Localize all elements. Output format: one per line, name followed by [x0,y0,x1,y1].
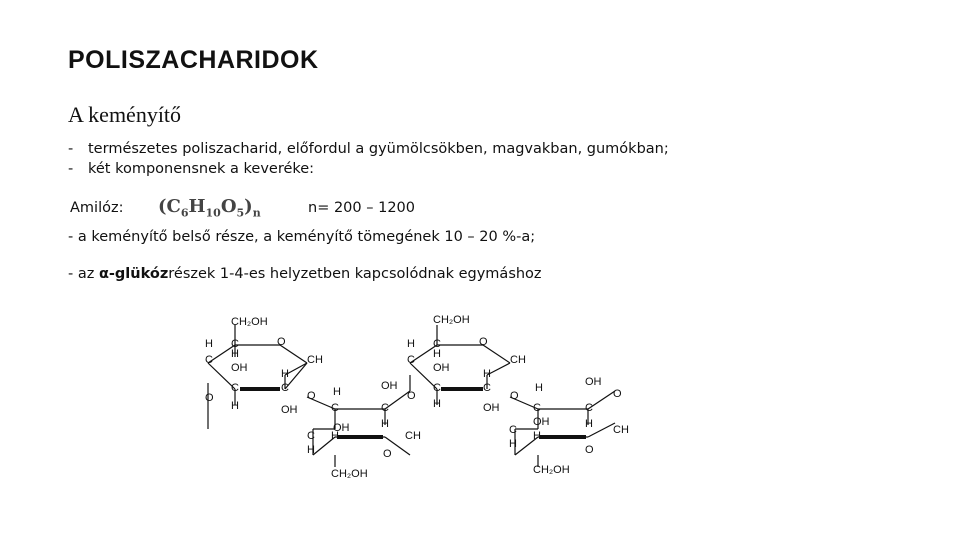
svg-text:C: C [307,430,315,442]
glucose-linkage-description: - az α-glükózrészek 1-4-es helyzetben kapcsolódnak egymáshoz [68,266,542,282]
bullet-dash: - [68,161,74,177]
svg-text:C: C [533,402,541,414]
svg-text:OH: OH [533,416,550,428]
svg-text:OH: OH [433,362,450,374]
svg-text:C: C [331,402,339,414]
svg-text:H: H [535,382,543,394]
svg-text:C: C [509,424,517,436]
svg-text:H: H [281,368,289,380]
bullet-list [68,139,669,179]
svg-text:O: O [205,392,214,404]
svg-text:C: C [585,402,593,414]
svg-text:CH₂OH: CH₂OH [533,464,570,476]
svg-text:OH: OH [333,422,350,434]
svg-text:H: H [381,418,389,430]
svg-text:C: C [483,382,491,394]
svg-text:C: C [281,382,289,394]
svg-text:H: H [331,430,339,442]
svg-text:O: O [479,336,488,348]
svg-text:H: H [231,348,239,360]
svg-text:O: O [407,390,416,402]
svg-text:H: H [231,400,239,412]
svg-text:C: C [231,338,239,350]
svg-text:CH₂OH: CH₂OH [231,316,268,328]
svg-text:CH₂OH: CH₂OH [331,468,368,480]
svg-text:O: O [307,390,316,402]
svg-text:H: H [333,386,341,398]
svg-text:CH₂OH: CH₂OH [433,314,470,326]
bullet-item [68,139,669,159]
svg-text:H: H [509,438,517,450]
slide-subtitle: A keményítő [68,102,182,127]
svg-text:O: O [585,444,594,456]
svg-text:OH: OH [231,362,248,374]
svg-text:CH: CH [613,424,629,436]
svg-text:C: C [205,354,213,366]
bullet-text: természetes poliszacharid, előfordul a gyümölcsökben, magvakban, gumókban; [88,141,669,157]
svg-text:C: C [433,338,441,350]
polymerization-range: n= 200 – 1200 [308,200,415,216]
svg-text:H: H [533,430,541,442]
svg-text:O: O [613,388,622,400]
svg-text:C: C [381,402,389,414]
svg-text:H: H [585,418,593,430]
amiloz-formula: $(C_6H_{10}O_5)_n$ [158,196,261,220]
svg-text:O: O [277,336,286,348]
svg-text:H: H [483,368,491,380]
svg-text:CH: CH [307,354,323,366]
svg-text:CH: CH [405,430,421,442]
svg-text:H: H [407,338,415,350]
svg-text:C: C [407,354,415,366]
slide-title: POLISZACHARIDOK [68,46,319,74]
svg-text:OH: OH [483,402,500,414]
bullet-dash: - [68,141,74,157]
svg-text:C: C [433,382,441,394]
svg-text:H: H [307,444,315,456]
svg-text:C: C [231,382,239,394]
bullet-item [68,159,669,179]
amiloz-label: Amilóz: [70,200,124,216]
svg-text:CH: CH [510,354,526,366]
svg-text:O: O [510,390,519,402]
svg-text:OH: OH [585,376,602,388]
svg-text:H: H [205,338,213,350]
svg-text:H: H [433,348,441,360]
structure-labels [205,314,629,480]
svg-text:O: O [383,448,392,460]
svg-text:OH: OH [381,380,398,392]
bullet-text: két komponensnek a keveréke: [88,161,315,177]
svg-text:H: H [433,398,441,410]
svg-text:OH: OH [281,404,298,416]
amiloz-description: - a keményítő belső része, a keményítő tömegének 10 – 20 %-a; [68,229,536,245]
amylose-structure-diagram [195,305,655,490]
